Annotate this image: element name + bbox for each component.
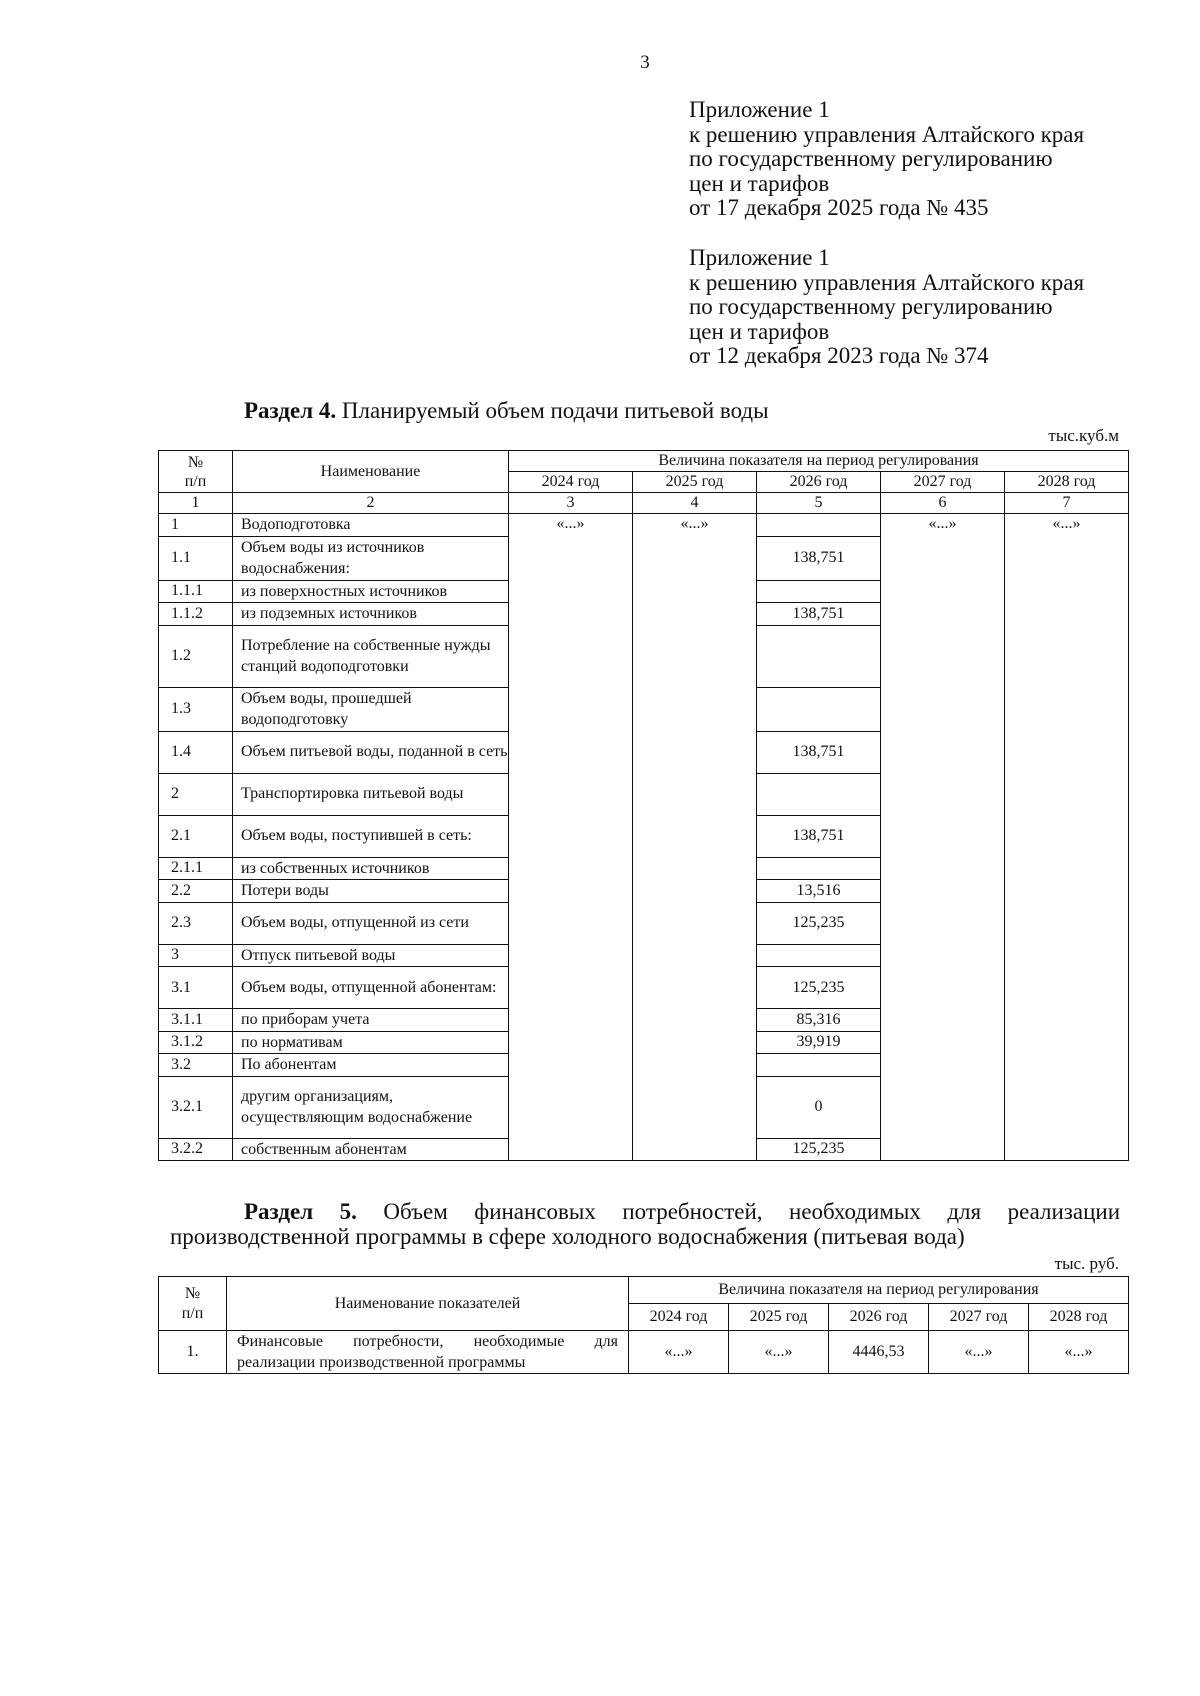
header-year: 2028 год: [1005, 472, 1129, 493]
row-num: 1.1: [159, 536, 233, 580]
column-number: 7: [1005, 493, 1129, 514]
row-num: 1.4: [159, 731, 233, 773]
row-name: Объем воды, отпущенной абонентам:: [233, 967, 509, 1009]
financial-needs-table: [158, 1276, 1129, 1374]
row-value: «...»: [1029, 1331, 1129, 1374]
row-num: 1: [159, 514, 233, 537]
placeholder-value: «...»: [509, 514, 633, 1161]
appendix-line: к решению управления Алтайского края: [689, 121, 1085, 147]
row-num: 3.2.1: [159, 1076, 233, 1138]
value-2026: [757, 773, 881, 815]
row-name: Объем воды из источников водоснабжения:: [233, 536, 509, 580]
placeholder-value: «...»: [881, 514, 1005, 1161]
value-2026: 85,316: [757, 1009, 881, 1032]
header-period: Величина показателя на период регулирования: [509, 451, 1129, 472]
value-2026: [757, 687, 881, 731]
row-name: Объем воды, отпущенной из сети: [233, 902, 509, 944]
column-number: 6: [881, 493, 1005, 514]
row-value: «...»: [729, 1331, 829, 1374]
header-year: 2025 год: [729, 1304, 829, 1331]
row-name: из подземных источников: [233, 603, 509, 626]
header-year: 2027 год: [881, 472, 1005, 493]
section4-title: [244, 398, 769, 424]
row-num: 3.1.1: [159, 1009, 233, 1032]
water-supply-volume-table: [158, 450, 1129, 1161]
row-value: «...»: [929, 1331, 1029, 1374]
row-num: 1.: [159, 1331, 227, 1374]
value-2026: [757, 857, 881, 880]
value-2026: 125,235: [757, 967, 881, 1009]
value-2026: 125,235: [757, 1138, 881, 1161]
header-year: 2027 год: [929, 1304, 1029, 1331]
appendix-line: от 12 декабря 2023 года № 374: [689, 343, 989, 368]
section5-title-bold: Раздел 5.: [244, 1199, 357, 1224]
row-name: Потери воды: [233, 880, 509, 903]
value-2026: 138,751: [757, 731, 881, 773]
row-name: Отпуск питьевой воды: [233, 944, 509, 967]
table-row: [159, 1331, 1129, 1374]
section5-title: [170, 1199, 1120, 1249]
row-name: Объем воды, поступившей в сеть:: [233, 815, 509, 857]
value-2026: [757, 1054, 881, 1077]
row-num: 3.2: [159, 1054, 233, 1077]
row-name: Транспортировка питьевой воды: [233, 773, 509, 815]
row-name: По абонентам: [233, 1054, 509, 1077]
appendix-line: Приложение 1: [689, 97, 830, 122]
row-name: из собственных источников: [233, 857, 509, 880]
appendix-line: цен и тарифов: [689, 170, 830, 196]
value-2026: 138,751: [757, 815, 881, 857]
appendix-line: цен и тарифов: [689, 318, 830, 344]
appendix-line: к решению управления Алтайского края: [689, 269, 1085, 295]
column-number: 5: [757, 493, 881, 514]
value-2026: [757, 944, 881, 967]
row-name: Финансовые потребности, необходимые для реализации производственной программы: [227, 1331, 629, 1374]
value-2026: 13,516: [757, 880, 881, 903]
row-name: Потребление на собственные нужды станций водоподготовки: [233, 625, 509, 687]
row-num: 1.3: [159, 687, 233, 731]
section4-title-text: Планируемый объем подачи питьевой воды: [336, 398, 769, 423]
header-year: 2026 год: [829, 1304, 929, 1331]
header-name: Наименование: [233, 451, 509, 493]
placeholder-value: «...»: [1005, 514, 1129, 1161]
column-number: 3: [509, 493, 633, 514]
value-2026: [757, 514, 881, 537]
header-num: № п/п: [159, 451, 233, 493]
section4-title-bold: Раздел 4.: [244, 398, 337, 423]
appendix-line: Приложение 1: [689, 245, 830, 270]
column-number: 1: [159, 493, 233, 514]
row-name: Водоподготовка: [233, 514, 509, 537]
header-year: 2024 год: [509, 472, 633, 493]
appendix-line: по государственному регулированию: [689, 146, 1053, 171]
value-2026: 125,235: [757, 902, 881, 944]
row-name: собственным абонентам: [233, 1138, 509, 1161]
row-name: из поверхностных источников: [233, 580, 509, 603]
row-num: 2: [159, 773, 233, 815]
table-row: [159, 514, 1129, 537]
row-value: «...»: [629, 1331, 729, 1374]
value-2026: 0: [757, 1076, 881, 1138]
row-num: 2.2: [159, 880, 233, 903]
header-name: Наименование показателей: [227, 1277, 629, 1331]
row-name: Объем воды, прошедшей водоподготовку: [233, 687, 509, 731]
column-number: 2: [233, 493, 509, 514]
row-num: 3.1.2: [159, 1031, 233, 1054]
row-num: 3: [159, 944, 233, 967]
value-2026: 39,919: [757, 1031, 881, 1054]
value-2026: [757, 580, 881, 603]
row-name: другим организациям, осуществляющим водоснабжение: [233, 1076, 509, 1138]
row-num: 1.1.2: [159, 603, 233, 626]
row-num: 2.1.1: [159, 857, 233, 880]
header-year: 2028 год: [1029, 1304, 1129, 1331]
header-year: 2025 год: [633, 472, 757, 493]
value-2026: 138,751: [757, 536, 881, 580]
header-year: 2026 год: [757, 472, 881, 493]
row-num: 3.1: [159, 967, 233, 1009]
placeholder-value: «...»: [633, 514, 757, 1161]
row-num: 2.1: [159, 815, 233, 857]
row-num: 1.2: [159, 625, 233, 687]
header-year: 2024 год: [629, 1304, 729, 1331]
row-num: 2.3: [159, 902, 233, 944]
section4-units: тыс.куб.м: [1048, 426, 1119, 445]
appendix-header-current: [689, 98, 1169, 221]
section5-title-line2: производственной программы в сфере холодного водоснабжения (питьевая вода): [170, 1224, 965, 1249]
header-num: № п/п: [159, 1277, 227, 1331]
value-2026: [757, 625, 881, 687]
column-number: 4: [633, 493, 757, 514]
row-name: по нормативам: [233, 1031, 509, 1054]
appendix-header-previous: [689, 246, 1169, 369]
appendix-line: от 17 декабря 2025 года № 435: [689, 195, 989, 220]
appendix-line: по государственному регулированию: [689, 294, 1053, 319]
row-name: по приборам учета: [233, 1009, 509, 1032]
row-name: Объем питьевой воды, поданной в сеть: [233, 731, 509, 773]
row-value: 4446,53: [829, 1331, 929, 1374]
section5-units: тыс. руб.: [1054, 1254, 1119, 1273]
section5-title-text: Объем финансовых потребностей, необходимых для реализации: [356, 1199, 1121, 1224]
page-number: 3: [640, 52, 650, 73]
header-period: Величина показателя на период регулирования: [629, 1277, 1129, 1304]
value-2026: 138,751: [757, 603, 881, 626]
row-num: 1.1.1: [159, 580, 233, 603]
row-num: 3.2.2: [159, 1138, 233, 1161]
